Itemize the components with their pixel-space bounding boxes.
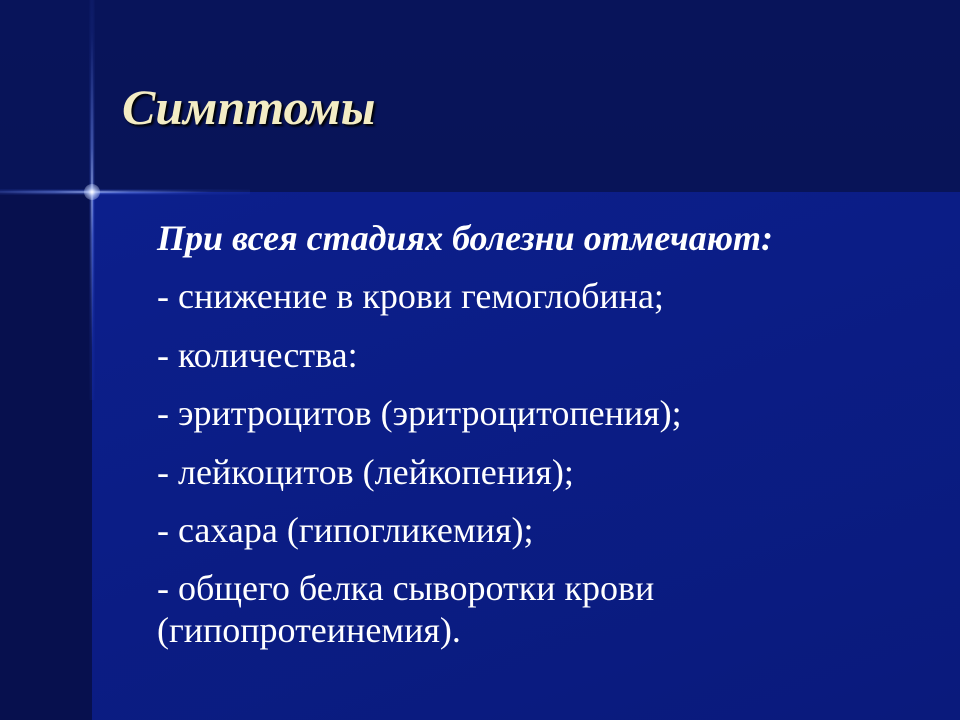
list-item: - эритроцитов (эритроцитопения); [157,393,682,434]
list-item: - количества: [157,334,358,375]
list-item: - сахара (гипогликемия); [157,509,534,550]
sparkle-star-icon [84,184,100,200]
sparkle-vertical-ray [89,0,95,400]
slide-title: Симптомы [122,79,376,135]
sparkle-horizontal-ray [0,189,250,195]
list-item: - снижение в крови гемоглобина; [157,276,664,317]
left-margin-band [0,192,92,720]
slide-body [157,218,917,668]
list-item: - общего белка сыворотки крови (гипопротеинемия). [157,568,655,650]
body-subheading: При всея стадиях болезни отмечают: [157,218,774,258]
list-item: - лейкоцитов (лейкопения); [157,451,574,492]
